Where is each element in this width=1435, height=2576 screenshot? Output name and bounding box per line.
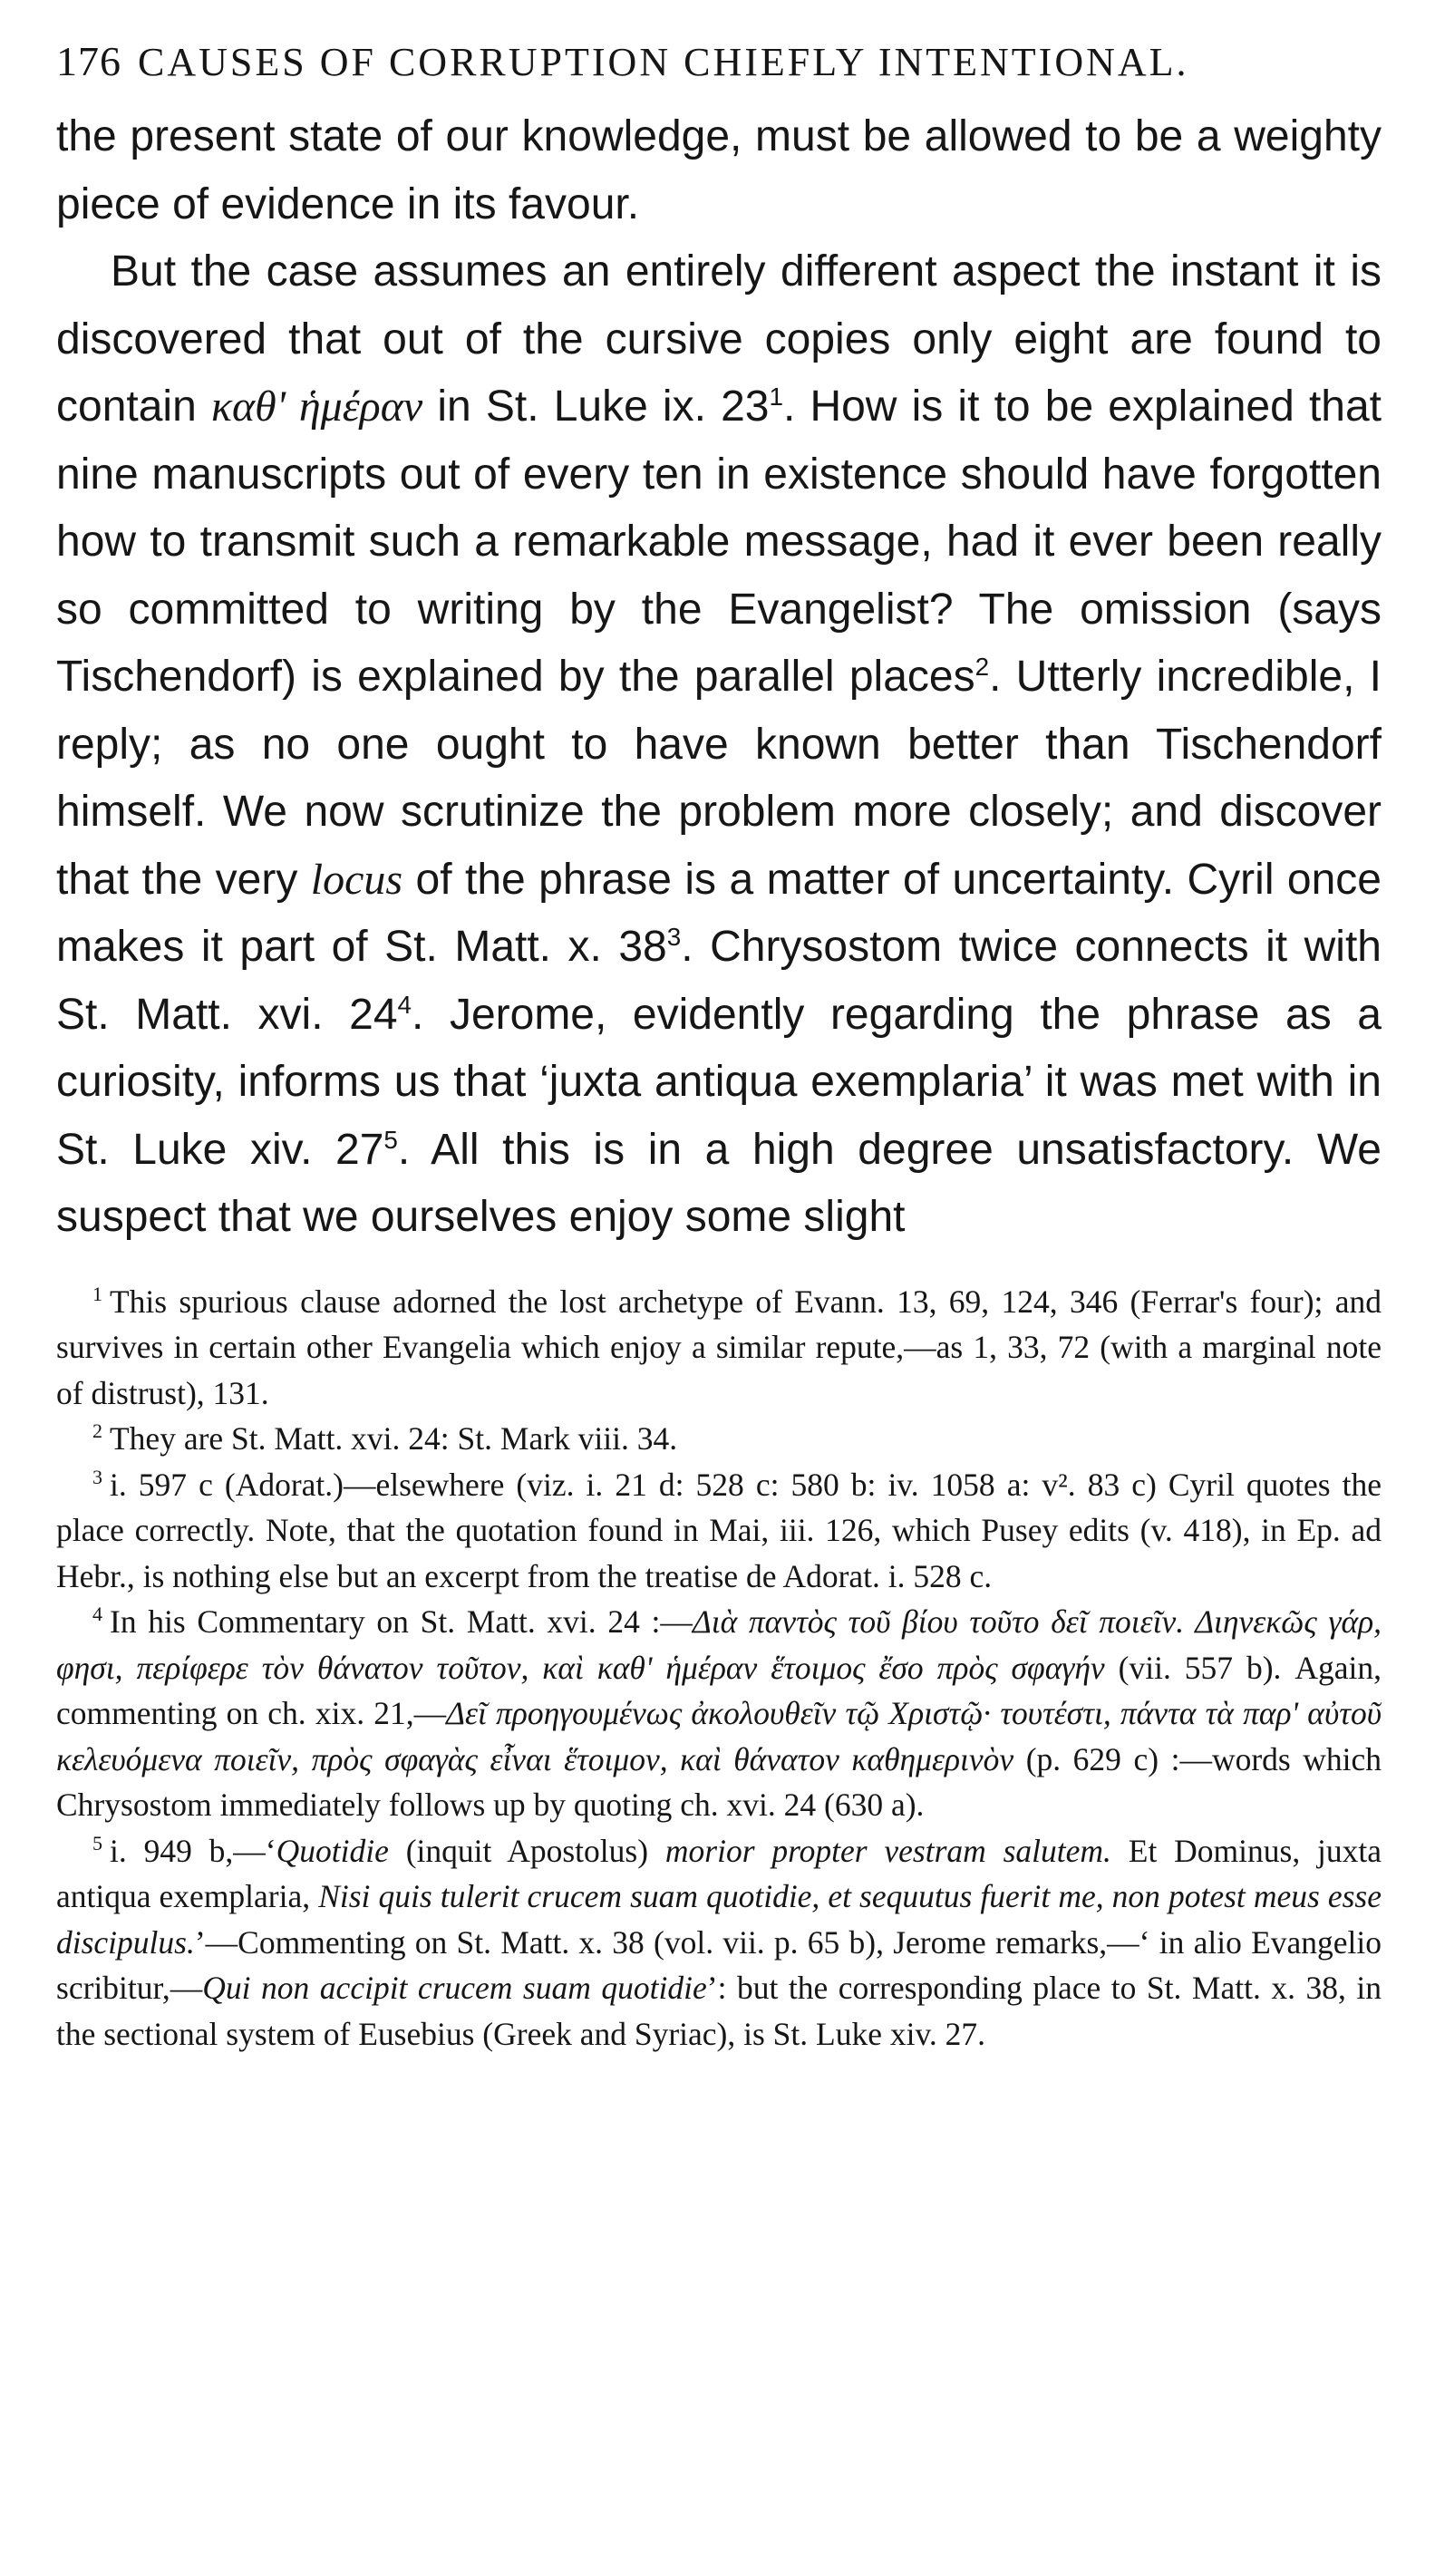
footnote-marker: 2 bbox=[92, 1419, 102, 1443]
latin-quotation: Quotidie bbox=[276, 1832, 389, 1869]
footnote-text: (vii. 557 b). Again, commenting on ch. xix. 21,— bbox=[56, 1649, 1382, 1731]
footnote-ref[interactable]: 2 bbox=[974, 653, 990, 681]
footnote-marker: 5 bbox=[92, 1831, 102, 1855]
footnote-text: They are St. Matt. xvi. 24: St. Mark viii. 34. bbox=[110, 1420, 678, 1457]
footnote-text: In his Commentary on St. Matt. xvi. 24 :— bbox=[110, 1603, 693, 1640]
book-page bbox=[56, 25, 1382, 2057]
footnote-marker: 1 bbox=[92, 1282, 102, 1305]
footnote-text: (inquit Apostolus) bbox=[405, 1832, 649, 1869]
latin-quotation: Nisi quis tulerit crucem suam quotidie, et sequutus fuerit me, non potest meus esse discipulus. bbox=[56, 1878, 1382, 1961]
text-run: But the case assumes an entirely different aspect the instant it is discovered that out of the cursive copies only eight are found to contain bbox=[56, 247, 1382, 431]
footnote-marker: 4 bbox=[92, 1603, 102, 1626]
footnote-ref[interactable]: 5 bbox=[383, 1125, 398, 1154]
footnote-ref[interactable]: 3 bbox=[666, 923, 682, 951]
text-run: . Jerome, evidently regarding the phrase as a curiosity, informs us that ‘juxta antiqua exemplaria’ it was met with in St. Luke xiv. 27 bbox=[56, 990, 1382, 1174]
paragraph-continued: the present state of our knowledge, must be allowed to be a weighty piece of evidence in its favour. bbox=[56, 112, 1382, 228]
latin-quotation: morior propter vestram salutem. bbox=[664, 1832, 1111, 1869]
footnote-text: i. 597 c (Adorat.)—elsewhere (viz. i. 21 d: 528 c: 580 b: iv. 1058 a: v². 83 c) Cyril quotes the place correctly. Note, that the quotation found in Mai, iii. 126, which Pusey edits (v. 418), in Ep. ad Hebr., is nothing else but an excerpt from the treatise de Adorat. i. 528 c. bbox=[56, 1466, 1382, 1594]
greek-quotation: Δεῖ προηγουμένως ἀκολουθεῖν τῷ Χριστῷ· τουτέστι, πάντα τὰ παρ' αὐτοῦ κελευόμενα ποιεῖν, πρὸς σφαγὰς εἶναι ἕτοιμον, καὶ θάνατον καθημερινὸν bbox=[56, 1695, 1382, 1777]
text-run: . Chrysostom twice connects it with St. Matt. xvi. 24 bbox=[56, 923, 1382, 1039]
footnote-text: This spurious clause adorned the lost archetype of Evann. 13, 69, 124, 346 (Ferrar's four); and survives in certain other Evangelia which enjoy a similar repute,—as 1, 33, 72 (with a marginal note of distrust), 131. bbox=[56, 1283, 1382, 1411]
footnote-ref[interactable]: 1 bbox=[769, 383, 783, 411]
greek-phrase: καθ' ἡμέραν bbox=[210, 383, 423, 431]
footnote-ref[interactable]: 4 bbox=[397, 990, 412, 1019]
text-run: in St. Luke ix. 23 bbox=[437, 383, 770, 431]
running-title: CAUSES OF CORRUPTION CHIEFLY INTENTIONAL. bbox=[138, 40, 1189, 84]
footnote-text: ’—Commenting on St. Matt. x. 38 (vol. vii. p. 65 b), Jerome remarks,—‘ in alio Evangelio scribitur,— bbox=[56, 1923, 1382, 2006]
running-head bbox=[56, 25, 1382, 98]
footnote-5 bbox=[56, 1828, 1382, 2058]
footnote-1 bbox=[56, 1279, 1382, 1417]
paragraph-main bbox=[56, 238, 1382, 1252]
body-text bbox=[56, 103, 1382, 1252]
text-run: of the phrase is a matter of uncertainty. Cyril once makes it part of St. Matt. x. 38 bbox=[56, 855, 1382, 971]
text-run: . Utterly incredible, I reply; as no one ought to have known better than Tischendorf himself. We now scrutinize the problem more closely; and discover that the very bbox=[56, 653, 1382, 904]
text-run: . All this is in a high degree unsatisfactory. We suspect that we ourselves enjoy some slight bbox=[56, 1125, 1382, 1241]
footnote-3 bbox=[56, 1462, 1382, 1600]
text-run: . How is it to be explained that nine manuscripts out of every ten in existence should have forgotten how to transmit such a remarkable message, had it ever been really so committed to writing by the Evangelist? The omission (says Tischendorf) is explained by the parallel places bbox=[56, 383, 1382, 701]
footnotes bbox=[56, 1279, 1382, 2058]
footnote-2 bbox=[56, 1416, 1382, 1462]
footnote-text: (p. 629 c) :—words which Chrysostom immediately follows up by quoting ch. xvi. 24 (630 a). bbox=[56, 1740, 1382, 1823]
page-number: 176 bbox=[56, 38, 121, 84]
footnote-text: i. 949 b,—‘ bbox=[110, 1832, 276, 1869]
latin-quotation: Qui non accipit crucem suam quotidie bbox=[202, 1970, 707, 2006]
greek-quotation: Διὰ παντὸς τοῦ βίου τοῦτο δεῖ ποιεῖν. Διηνεκῶς γάρ, φησι, περίφερε τὸν θάνατον τοῦτον, καὶ καθ' ἡμέραν ἕτοιμος ἔσο πρὸς σφαγήν bbox=[56, 1603, 1382, 1686]
footnote-marker: 3 bbox=[92, 1465, 102, 1488]
footnote-text: Et Dominus, juxta antiqua exemplaria, bbox=[56, 1832, 1382, 1914]
footnote-text: ’: but the corresponding place to St. Matt. x. 38, in the sectional system of Eusebius (Greek and Syriac), is St. Luke xiv. 27. bbox=[56, 1970, 1382, 2052]
latin-term: locus bbox=[310, 855, 403, 904]
footnote-4 bbox=[56, 1599, 1382, 1828]
